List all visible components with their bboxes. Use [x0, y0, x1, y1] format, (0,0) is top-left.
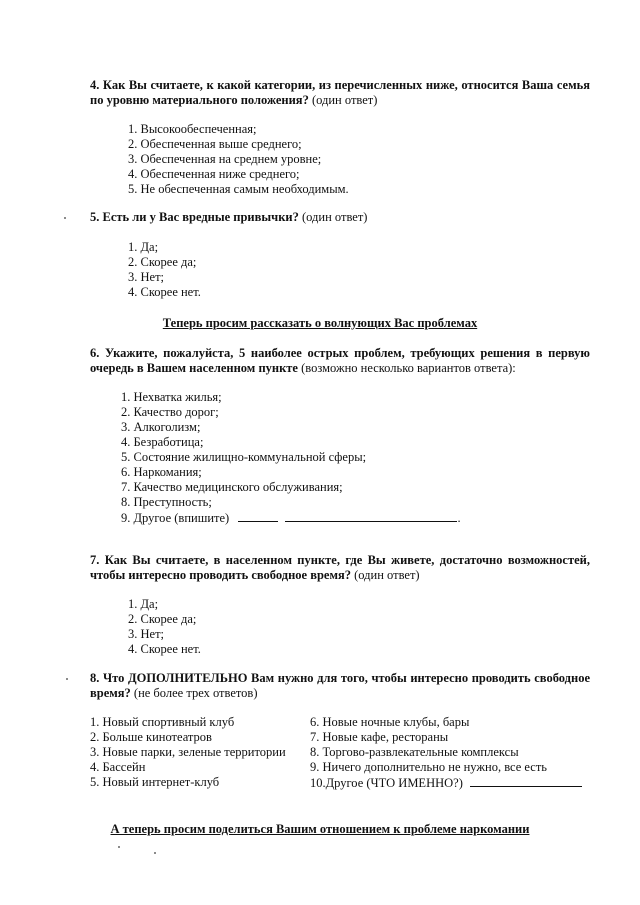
option: 4. Обеспеченная ниже среднего;	[128, 167, 300, 181]
option: 1. Новый спортивный клуб	[90, 715, 235, 729]
write-in-line[interactable]	[285, 510, 457, 522]
question-6-note: (возможно несколько вариантов ответа):	[297, 361, 516, 375]
option: 3. Новые парки, зеленые территории	[90, 745, 286, 759]
question-5-options	[128, 240, 201, 300]
options-right-column	[310, 715, 582, 791]
option-other-label: 10.Другое (ЧТО ИМЕННО?)	[310, 776, 463, 790]
question-4-note: (один ответ)	[308, 93, 378, 107]
section-heading-problems: Теперь просим рассказать о волнующих Вас проблемах	[162, 316, 478, 330]
question-8-text: 8. Что ДОПОЛНИТЕЛЬНО Вам нужно для того, чтобы интересно проводить свободное время?	[90, 671, 590, 700]
option: 1. Нехватка жилья;	[121, 390, 222, 404]
option: 5. Новый интернет-клуб	[90, 775, 220, 789]
write-in-line[interactable]	[470, 775, 582, 787]
question-6	[90, 346, 590, 376]
option: 4. Скорее нет.	[128, 642, 201, 656]
option: 4. Бассейн	[90, 760, 146, 774]
question-5	[90, 210, 590, 225]
options-left-column	[90, 715, 286, 790]
question-4	[90, 78, 590, 108]
option: 1. Да;	[128, 597, 159, 611]
option: 3. Обеспеченная на среднем уровне;	[128, 152, 322, 166]
option: 3. Нет;	[128, 270, 165, 284]
scan-speck	[66, 678, 68, 680]
option: 6. Новые ночные клубы, бары	[310, 715, 470, 729]
option: 4. Безработица;	[121, 435, 204, 449]
option: 7. Качество медицинского обслуживания;	[121, 480, 343, 494]
question-6-text: 6. Укажите, пожалуйста, 5 наиболее острых проблем, требующих решения в первую очередь в Вашем населенном пункте	[90, 346, 590, 375]
option-other	[310, 775, 582, 791]
option: 8. Торгово-развлекательные комплексы	[310, 745, 519, 759]
option-other	[121, 510, 461, 526]
question-7-text: 7. Как Вы считаете, в населенном пункте, где Вы живете, достаточно возможностей, чтобы интересно проводить свободное время?	[90, 553, 590, 582]
option-other-end: .	[457, 511, 461, 525]
option: 3. Алкоголизм;	[121, 420, 201, 434]
option: 2. Больше кинотеатров	[90, 730, 212, 744]
option: 6. Наркомания;	[121, 465, 202, 479]
scan-speck	[64, 217, 66, 219]
scan-speck	[154, 852, 156, 854]
option: 7. Новые кафе, рестораны	[310, 730, 449, 744]
option: 3. Нет;	[128, 627, 165, 641]
question-7-options	[128, 597, 201, 657]
question-8	[90, 671, 590, 701]
question-5-text: 5. Есть ли у Вас вредные привычки?	[90, 210, 299, 224]
write-in-line[interactable]	[238, 510, 278, 522]
option: 1. Да;	[128, 240, 159, 254]
question-4-text: 4. Как Вы считаете, к какой категории, из перечисленных ниже, относится Ваша семья по уровню материального положения?	[90, 78, 590, 107]
option: 9. Ничего дополнительно не нужно, все есть	[310, 760, 547, 774]
question-6-options	[121, 390, 461, 526]
option: 4. Скорее нет.	[128, 285, 201, 299]
option: 5. Состояние жилищно-коммунальной сферы;	[121, 450, 367, 464]
option: 1. Высокообеспеченная;	[128, 122, 257, 136]
question-8-note: (не более трех ответов)	[130, 686, 258, 700]
question-7-note: (один ответ)	[351, 568, 420, 582]
option: 2. Скорее да;	[128, 255, 197, 269]
option: 2. Качество дорог;	[121, 405, 219, 419]
option: 5. Не обеспеченная самым необходимым.	[128, 182, 349, 196]
question-4-options	[128, 122, 349, 197]
section-heading-drugs: А теперь просим поделиться Вашим отношением к проблеме наркомании	[110, 822, 530, 836]
question-5-note: (один ответ)	[298, 210, 368, 224]
option: 2. Обеспеченная выше среднего;	[128, 137, 302, 151]
scan-speck	[118, 846, 120, 848]
option: 8. Преступность;	[121, 495, 212, 509]
option: 2. Скорее да;	[128, 612, 197, 626]
question-7	[90, 553, 590, 583]
option-other-label: 9. Другое (впишите)	[121, 511, 230, 525]
